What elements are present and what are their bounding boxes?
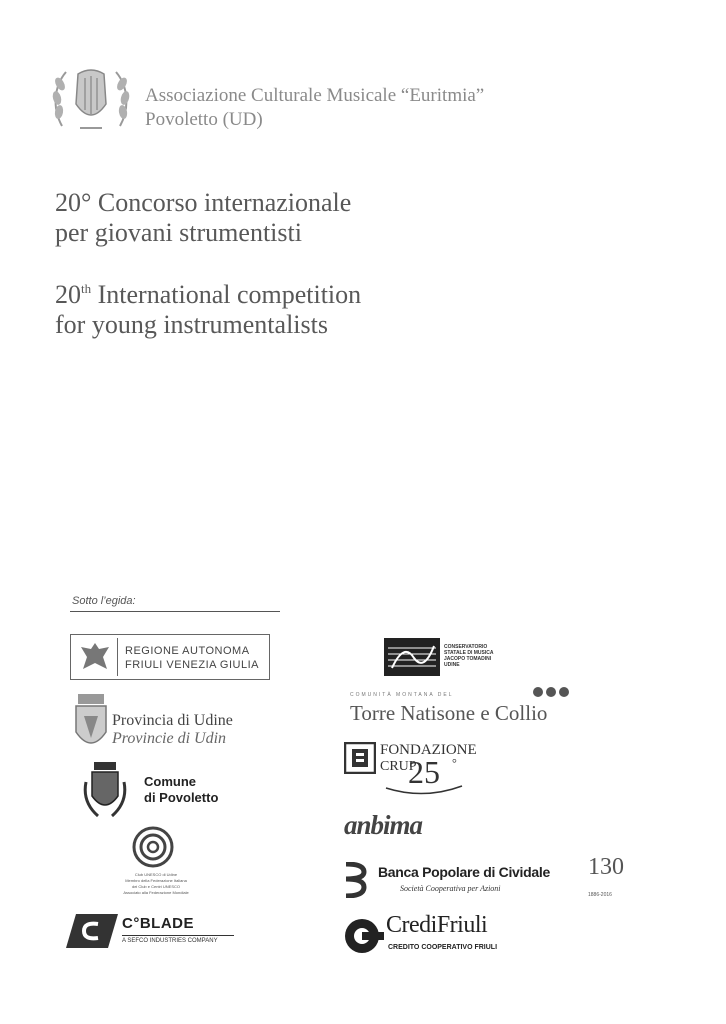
title-it-line1: 20° Concorso internazionale	[55, 188, 352, 217]
credifriuli-name: CrediFriuli	[386, 912, 488, 938]
fondazione-swoosh-icon	[384, 784, 464, 798]
fondazione-degree: °	[452, 756, 457, 770]
conservatorio-staff-icon	[384, 638, 440, 676]
banca-anniversary-badge	[588, 854, 628, 902]
cblade-logo	[66, 914, 238, 950]
torre-small: COMUNITÀ MONTANA DEL	[350, 692, 454, 698]
euritmia-lyre-logo	[50, 64, 132, 136]
provincia-udine-logo	[70, 694, 260, 756]
fondazione-crup: CRUP	[380, 759, 417, 774]
banca-anniversary: 130	[588, 854, 624, 880]
fondazione-line1: FONDAZIONE	[380, 742, 477, 758]
fondazione-number: 25	[408, 754, 440, 790]
regione-fvg-logo	[70, 634, 270, 680]
conservatorio-logo	[384, 638, 514, 678]
credifriuli-mark-icon	[344, 916, 384, 956]
banca-mark-icon	[344, 862, 370, 898]
title-en-line2: for young instrumentalists	[55, 310, 328, 339]
cblade-name: C°BLADE	[122, 915, 194, 932]
comune-line1: Comune	[144, 774, 196, 789]
unesco-line1: Club UNESCO di Udine	[134, 872, 178, 877]
fondazione-crup-logo	[344, 742, 494, 800]
banca-years: 1886-2016	[588, 892, 612, 898]
leaves-icon	[532, 686, 572, 698]
banca-sub: Società Cooperativa per Azioni	[400, 884, 501, 893]
cblade-sub: A SEFCO INDUSTRIES COMPANY	[122, 938, 218, 944]
credifriuli-logo	[344, 912, 534, 958]
title-it-line2: per giovani strumentisti	[55, 218, 302, 247]
torre-natisone-logo	[348, 686, 578, 726]
association-location: Povoletto (UD)	[145, 109, 263, 130]
conservatorio-line1: CONSERVATORIO	[444, 644, 488, 650]
anbima-logo: anbima	[344, 810, 423, 840]
patronage-divider	[70, 611, 280, 612]
conservatorio-line2: STATALE DI MUSICA	[444, 650, 494, 656]
comune-line2: di Povoletto	[144, 790, 219, 805]
banca-popolare-cividale-logo	[344, 854, 634, 904]
title-en-rest: International competition	[91, 280, 362, 309]
unesco-line4: Associato alla Federazione Mondiale	[123, 890, 189, 895]
banca-name: Banca Popolare di Cividale	[378, 864, 550, 880]
unesco-spiral-icon	[130, 826, 176, 868]
association-name: Associazione Culturale Musicale “Euritmia”	[145, 85, 485, 106]
credifriuli-sub: CREDITO COOPERATIVO FRIULI	[388, 944, 498, 951]
conservatorio-line3: JACOPO TOMADINI	[444, 656, 492, 662]
provincia-crest-icon	[72, 694, 110, 754]
conservatorio-line4: UDINE	[444, 662, 460, 668]
cblade-mark-icon	[66, 914, 118, 948]
title-en-suffix: th	[81, 281, 92, 296]
patronage-label: Sotto l’egida:	[72, 595, 136, 607]
title-en-number: 20	[55, 280, 81, 309]
unesco-line2: Membro della Federazione Italiana	[125, 878, 187, 883]
unesco-line3: dei Club e Centri UNESCO	[131, 884, 181, 889]
regione-line2: FRIULI VENEZIA GIULIA	[125, 659, 259, 671]
eagle-icon	[79, 639, 111, 675]
provincia-line1: Provincia di Udine	[112, 712, 233, 729]
title-en-line1	[55, 274, 361, 310]
fondazione-mark-icon	[344, 742, 376, 774]
comune-crest-icon	[82, 762, 128, 820]
provincia-line2: Provincie di Udin	[112, 730, 227, 747]
competition-titles	[55, 188, 361, 340]
comune-povoletto-logo	[82, 762, 242, 820]
regione-line1: REGIONE AUTONOMA	[125, 645, 250, 657]
torre-name: Torre Natisone e Collio	[350, 701, 548, 725]
unesco-club-logo	[106, 826, 206, 900]
association-header	[145, 84, 484, 132]
